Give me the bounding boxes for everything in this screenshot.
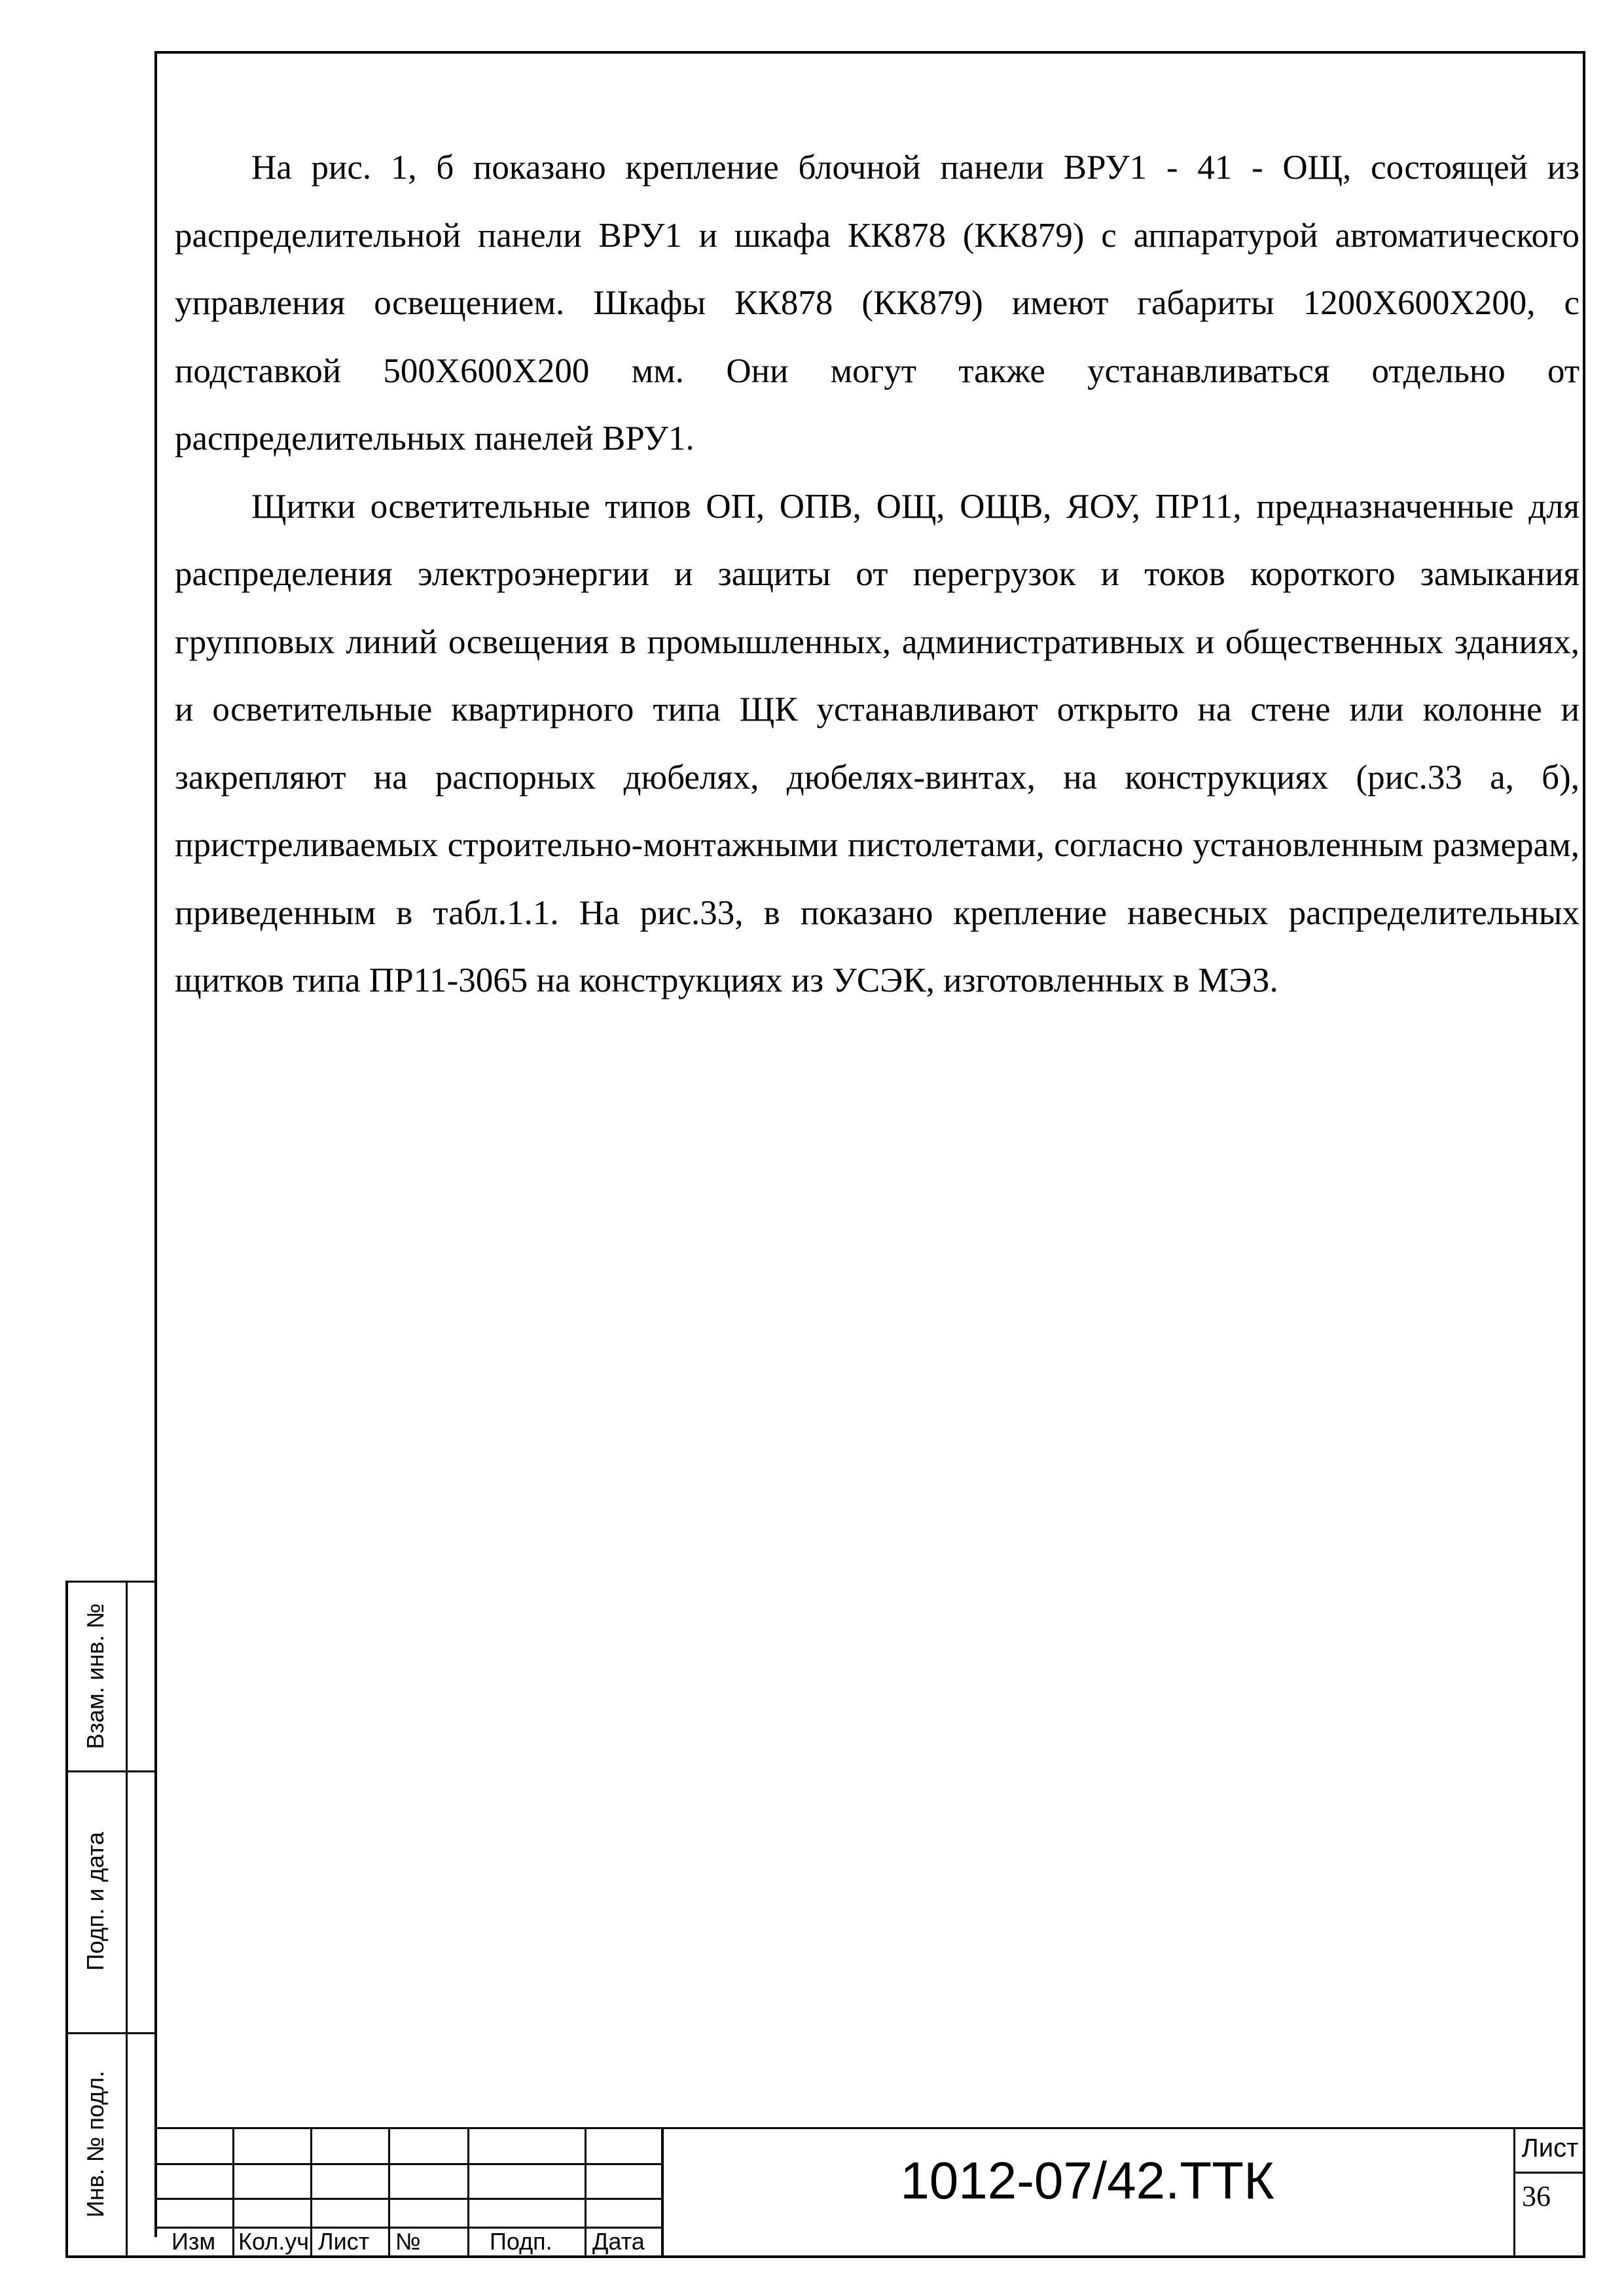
body-text — [175, 134, 1579, 1015]
frame-bottom — [65, 2255, 1585, 2258]
title-block-sheet-row — [1513, 2172, 1585, 2174]
stamp-vzam-inv: Взам. инв. № — [82, 1603, 109, 1749]
title-block-col-4 — [467, 2127, 469, 2258]
header-list: Лист — [318, 2228, 370, 2255]
stamp-top — [65, 1581, 157, 1583]
title-block-col-3 — [388, 2127, 390, 2258]
header-data: Дата — [592, 2228, 645, 2255]
frame-left — [154, 51, 157, 2237]
frame-top — [154, 51, 1585, 54]
stamp-divider-1 — [65, 1770, 157, 1772]
header-number: № — [395, 2228, 421, 2255]
paragraph-1: На рис. 1, б показано крепление блочной панели ВРУ1 - 41 - ОЩ, состоящей из распределительной панели ВРУ1 и шкафа КК878 (КК879) с аппаратурой автоматического управления освещением. Шкафы КК878 (КК879) имеют габариты 1200Х600Х200, с подставкой 500Х600Х200 мм. Они могут также устанавливаться отдельно от распределительных панелей ВРУ1. — [175, 149, 1579, 457]
stamp-outer-left — [65, 1581, 68, 2258]
document-number: 1012-07/42.ТТК — [900, 2151, 1274, 2210]
header-izm: Изм — [171, 2228, 216, 2255]
frame-right — [1583, 51, 1585, 2258]
paragraph-2: Щитки осветительные типов ОП, ОПВ, ОЩ, ОЩВ, ЯОУ, ПР11, предназначенные для распределения электроэнергии и защиты от перегрузок и токов короткого замыкания групповых линий освещения в промышленных, административных и общественных зданиях, и осветительные квартирного типа ЩК устанавливают открыто на стене или колонне и закрепляют на распорных дюбелях, дюбелях-винтах, на конструкциях (рис.33 а, б), пристреливаемых строительно-монтажными пистолетами, согласно установленным размерам, приведенным в табл.1.1. На рис.33, в показано крепление навесных распределительных щитков типа ПР11-3065 на конструкциях из УСЭК, изготовленных в МЭЗ. — [175, 487, 1579, 999]
title-block-col-5 — [585, 2127, 586, 2258]
stamp-column-divider — [126, 1581, 128, 2258]
sheet-number: 36 — [1522, 2180, 1551, 2212]
sheet-label: Лист — [1521, 2134, 1579, 2162]
header-podp: Подп. — [490, 2228, 552, 2255]
stamp-podp-data: Подп. и дата — [82, 1831, 109, 1971]
header-kol-uch: Кол.уч — [238, 2228, 309, 2255]
title-block-col-1 — [232, 2127, 234, 2258]
title-block-col-2 — [310, 2127, 312, 2258]
stamp-inv-podl: Инв. № подл. — [82, 2070, 109, 2218]
stamp-divider-2 — [65, 2032, 157, 2034]
